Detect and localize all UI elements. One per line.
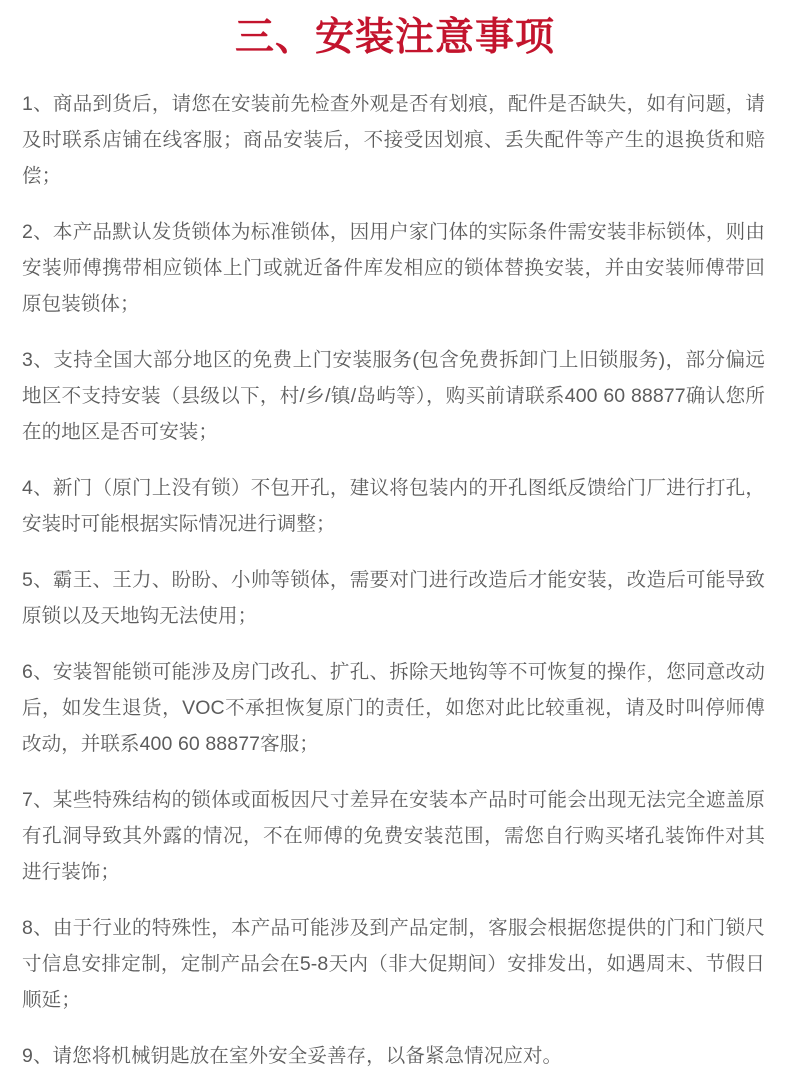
note-item-1: 1、商品到货后，请您在安装前先检查外观是否有划痕，配件是否缺失，如有问题，请及时联系店铺在线客服；商品安装后，不接受因划痕、丢失配件等产生的退换货和赔偿； <box>22 93 765 187</box>
note-item-8: 8、由于行业的特殊性，本产品可能涉及到产品定制，客服会根据您提供的门和门锁尺寸信息安排定制，定制产品会在5-8天内（非大促期间）安排发出，如遇周末、节假日顺延； <box>22 917 765 1011</box>
note-item-4: 4、新门（原门上没有锁）不包开孔，建议将包装内的开孔图纸反馈给门厂进行打孔，安装时可能根据实际情况进行调整； <box>22 477 765 535</box>
page-title: 三、安装注意事项 <box>234 16 555 59</box>
note-item-9: 9、请您将机械钥匙放在室外安全妥善存，以备紧急情况应对。 <box>22 1045 563 1067</box>
install-notes-list <box>0 63 790 1074</box>
page-title-block <box>0 0 790 63</box>
note-item-7: 7、某些特殊结构的锁体或面板因尺寸差异在安装本产品时可能会出现无法完全遮盖原有孔洞导致其外露的情况，不在师傅的免费安装范围，需您自行购买堵孔装饰件对其进行装饰； <box>22 789 765 883</box>
note-item-6: 6、安装智能锁可能涉及房门改孔、扩孔、拆除天地钩等不可恢复的操作，您同意改动后，如发生退货，VOC不承担恢复原门的责任，如您对此比较重视，请及时叫停师傅改动，并联系400 60 88877客服； <box>22 661 765 755</box>
note-item-2: 2、本产品默认发货锁体为标准锁体，因用户家门体的实际条件需安装非标锁体，则由安装师傅携带相应锁体上门或就近备件库发相应的锁体替换安装，并由安装师傅带回原包装锁体； <box>22 221 765 315</box>
note-item-5: 5、霸王、王力、盼盼、小帅等锁体，需要对门进行改造后才能安装，改造后可能导致原锁以及天地钩无法使用； <box>22 569 765 627</box>
note-item-3: 3、支持全国大部分地区的免费上门安装服务(包含免费拆卸门上旧锁服务)，部分偏远地区不支持安装（县级以下，村/乡/镇/岛屿等），购买前请联系400 60 88877确认您所在的地区是否可安装； <box>22 349 765 443</box>
